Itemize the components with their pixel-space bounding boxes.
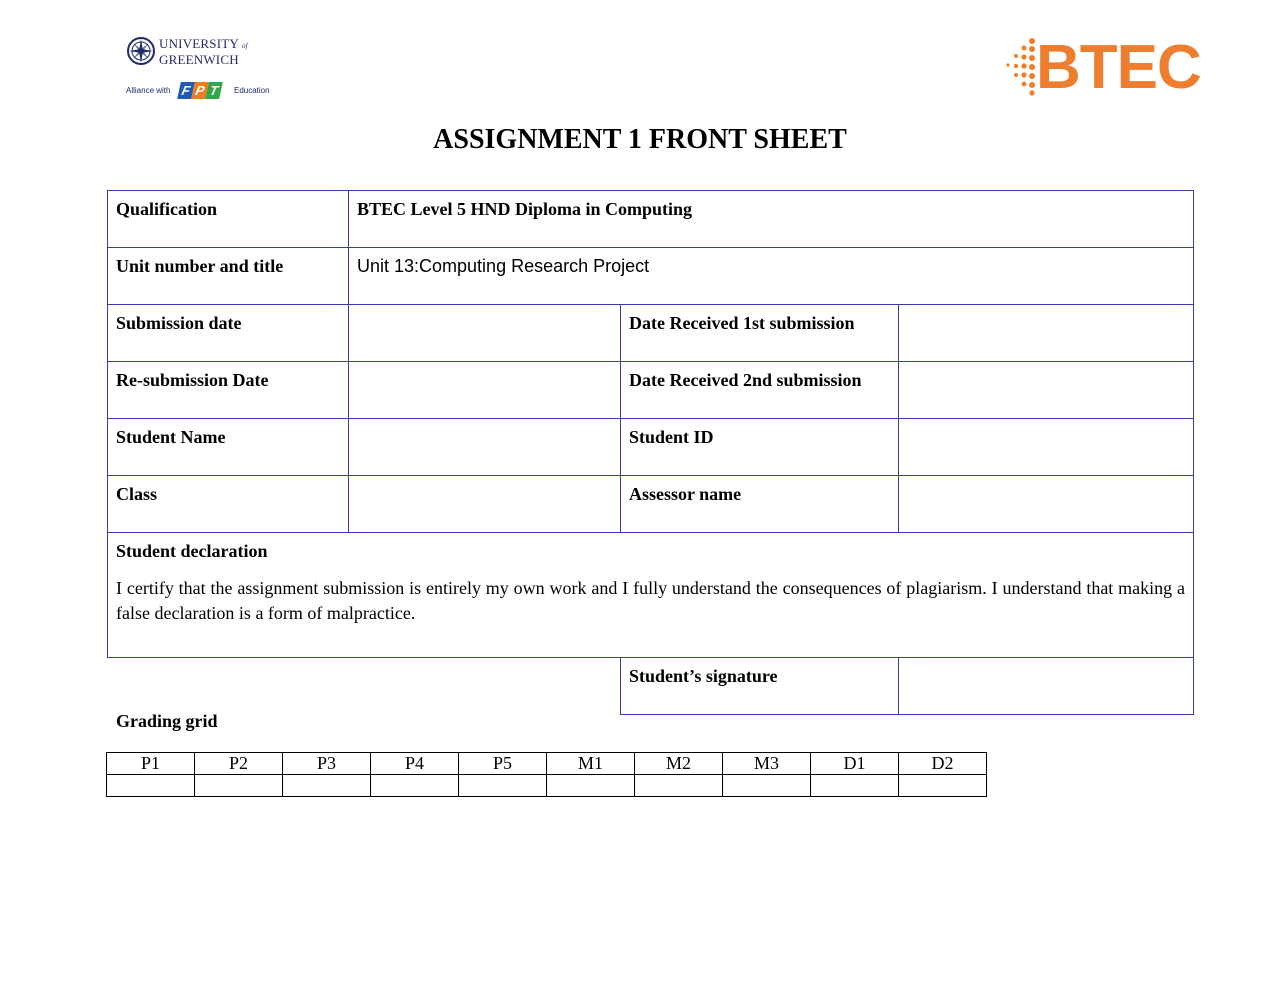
- declaration-heading: Student declaration: [116, 541, 268, 561]
- class-field[interactable]: [349, 476, 621, 533]
- grading-header-row: [107, 753, 987, 775]
- class-row: [108, 476, 1194, 533]
- grade-header-d2: D2: [899, 753, 987, 775]
- resubmission-date-field[interactable]: [349, 362, 621, 419]
- greenwich-line1: UNIVERSITY: [159, 36, 239, 51]
- grade-cell-p2[interactable]: [195, 775, 283, 797]
- grade-header-p4: P4: [371, 753, 459, 775]
- assessor-label: Assessor name: [621, 476, 899, 533]
- student-row: [108, 419, 1194, 476]
- grade-cell-p1[interactable]: [107, 775, 195, 797]
- student-id-label: Student ID: [621, 419, 899, 476]
- grade-header-m2: M2: [635, 753, 723, 775]
- fpt-letter-t: T: [205, 82, 223, 99]
- student-id-field[interactable]: [899, 419, 1194, 476]
- grade-header-p2: P2: [195, 753, 283, 775]
- grading-grid-label: Grading grid: [116, 711, 218, 731]
- qualification-row: [108, 191, 1194, 248]
- fpt-logo: [177, 80, 223, 102]
- greenwich-wordmark: [159, 37, 248, 66]
- grade-cell-d2[interactable]: [899, 775, 987, 797]
- grade-header-m3: M3: [723, 753, 811, 775]
- declaration-text: I certify that the assignment submission is entirely my own work and I fully understand the consequences of plagiarism. I understand that making a false declaration is a form of malpractice.: [116, 578, 1186, 623]
- btec-wordmark: BTEC: [1036, 33, 1201, 102]
- university-of-greenwich-logo: [126, 36, 270, 106]
- qualification-label: Qualification: [108, 191, 349, 248]
- date-received-2-field[interactable]: [899, 362, 1194, 419]
- page-title: ASSIGNMENT 1 FRONT SHEET: [433, 124, 847, 155]
- grade-cell-p5[interactable]: [459, 775, 547, 797]
- grading-value-row: [107, 775, 987, 797]
- grade-cell-m2[interactable]: [635, 775, 723, 797]
- class-label: Class: [108, 476, 349, 533]
- unit-label: Unit number and title: [108, 248, 349, 305]
- alliance-text: Alliance with: [126, 86, 171, 95]
- greenwich-of: of: [241, 42, 248, 50]
- grade-header-p3: P3: [283, 753, 371, 775]
- grade-cell-d1[interactable]: [811, 775, 899, 797]
- grading-grid: [106, 752, 987, 797]
- date-received-1-label: Date Received 1st submission: [621, 305, 899, 362]
- resubmission-row: [108, 362, 1194, 419]
- declaration-row: [108, 533, 1194, 658]
- submission-date-field[interactable]: [349, 305, 621, 362]
- unit-row: [108, 248, 1194, 305]
- fpt-alliance: [126, 80, 270, 104]
- signature-label: Student’s signature: [621, 658, 899, 715]
- submission-row: [108, 305, 1194, 362]
- front-sheet-table: [107, 190, 1194, 715]
- assessor-field[interactable]: [899, 476, 1194, 533]
- qualification-value: BTEC Level 5 HND Diploma in Computing: [349, 191, 1194, 248]
- signature-row: [108, 658, 1194, 715]
- grade-header-p5: P5: [459, 753, 547, 775]
- compass-emblem-icon: [126, 36, 156, 66]
- grade-header-p1: P1: [107, 753, 195, 775]
- student-name-label: Student Name: [108, 419, 349, 476]
- fpt-letter-f: F: [177, 82, 195, 99]
- declaration-cell: [108, 533, 1194, 658]
- grade-cell-p4[interactable]: [371, 775, 459, 797]
- signature-spacer: [108, 658, 621, 715]
- resubmission-date-label: Re-submission Date: [108, 362, 349, 419]
- submission-date-label: Submission date: [108, 305, 349, 362]
- unit-value: Unit 13:Computing Research Project: [349, 248, 1194, 305]
- grade-cell-p3[interactable]: [283, 775, 371, 797]
- education-text: Education: [234, 86, 270, 95]
- btec-logo: [1002, 33, 1201, 102]
- fpt-letter-p: P: [191, 82, 209, 99]
- grade-header-d1: D1: [811, 753, 899, 775]
- date-received-2-label: Date Received 2nd submission: [621, 362, 899, 419]
- grade-cell-m1[interactable]: [547, 775, 635, 797]
- grade-header-m1: M1: [547, 753, 635, 775]
- date-received-1-field[interactable]: [899, 305, 1194, 362]
- grade-cell-m3[interactable]: [723, 775, 811, 797]
- greenwich-line2: GREENWICH: [159, 52, 239, 67]
- student-name-field[interactable]: [349, 419, 621, 476]
- signature-field[interactable]: [899, 658, 1194, 715]
